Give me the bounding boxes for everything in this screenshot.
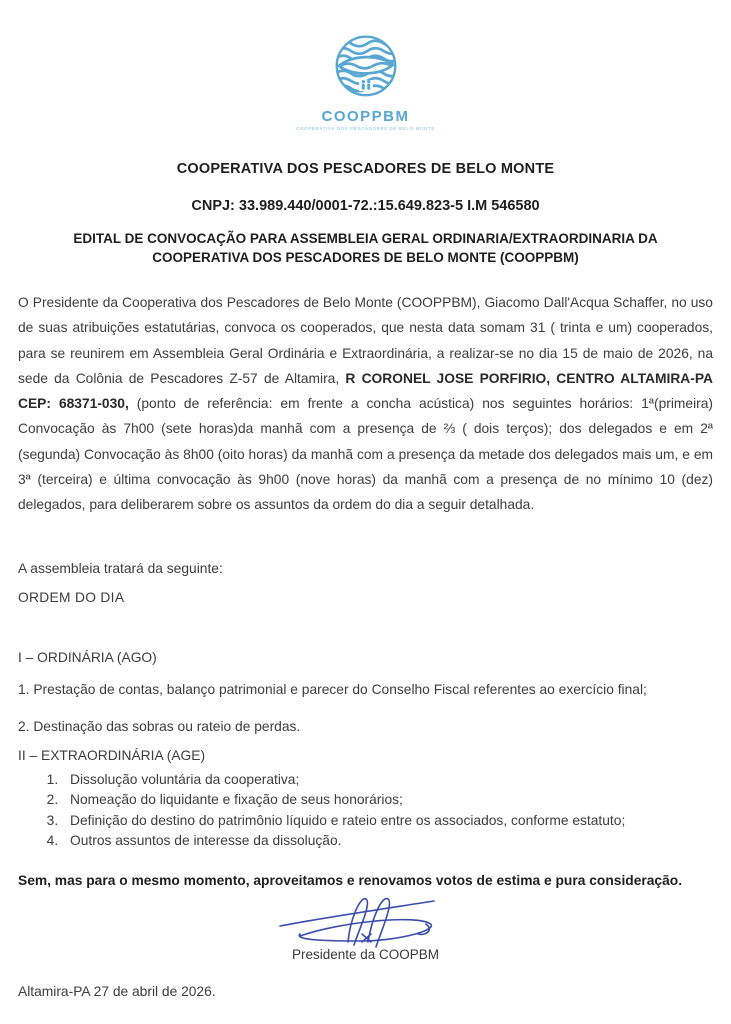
agenda-title: ORDEM DO DIA (18, 589, 125, 605)
signature-role: Presidente da COOPBM (291, 946, 440, 962)
logo-block (0, 0, 731, 131)
closing-line: Sem, mas para o mesmo momento, aproveitamos e renovamos votos de estima e pura consideração. (18, 872, 683, 888)
meeting-address: R CORONEL JOSE PORFIRIO, CENTRO ALTAMIRA-PA CEP: 68371-030, (18, 370, 713, 412)
age-item-3: 3. Definição do destino do patrimônio líquido e rateio entre os associados, conforme estatuto; (62, 811, 713, 832)
convocation-text-after-address: (ponto de referência: em frente a concha acústica) nos seguintes horários: 1ª(primeira) Convocação às 7h00 (sete horas)da manhã com a presença de ⅔ ( dois terços); dos delegados e em 2ª (segunda) Convocação às 8h00 (oito horas) da manhã com a presença da metade dos delegados mais um, e em 3ª (terceira) e última convocação às 9h00 (nove horas) da manhã com a presença de no mínimo 10 (dez) delegados, para deliberarem sobre os assuntos da ordem do dia a seguir detalhada. (18, 396, 713, 513)
section-ago-title: I – ORDINÁRIA (AGO) (18, 649, 157, 665)
org-name-title: COOPERATIVA DOS PESCADORES DE BELO MONTE (176, 161, 555, 177)
convocation-text-before-address: O Presidente da Cooperativa dos Pescadores de Belo Monte (COOPPBM), Giacomo Dall'Acqua Schaffer, no uso de suas atribuições estatutárias, convoca os cooperados, que nesta data somam 31 ( trinta e um) cooperados, para se reunirem em Assembleia Geral Ordinária e Extraordinária, a realizar-se no dia 15 de maio de 2026, na sede da Colônia de Pescadores Z-57 de Altamira, (18, 295, 713, 386)
logo-acronym: COOPPBM (321, 108, 410, 125)
age-items-list (18, 770, 713, 852)
place-date-line: Altamira-PA 27 de abril de 2026. (18, 983, 216, 999)
age-item-4: 4. Outros assuntos de interesse da dissolução. (62, 831, 713, 852)
logo-tagline: COOPERATIVA DOS PESCADORES DE BELO MONTE (296, 126, 435, 131)
agenda-lead: A assembleia tratará da seguinte: (18, 560, 223, 576)
convocation-paragraph (18, 290, 713, 518)
document-body (0, 290, 731, 999)
edital-title: EDITAL DE CONVOCAÇÃO PARA ASSEMBLEIA GERAL ORDINARIA/EXTRAORDINARIA DA COOPERATIVA DOS PESCADORES DE BELO MONTE (COOPPBM) (73, 231, 658, 265)
president-signature-icon (266, 890, 466, 952)
age-item-2: 2. Nomeação do liquidante e fixação de seus honorários; (62, 790, 713, 811)
signature-block (18, 890, 713, 962)
cooppbm-fish-waves-logo-icon (332, 34, 400, 102)
age-item-1: 1. Dissolução voluntária da cooperativa; (62, 770, 713, 791)
ago-item-2: 2. Destinação das sobras ou rateio de perdas. (18, 718, 301, 734)
ago-item-1: 1. Prestação de contas, balanço patrimonial e parecer do Conselho Fiscal referentes ao exercício final; (18, 681, 647, 697)
section-age-title: II – EXTRAORDINÁRIA (AGE) (18, 747, 206, 763)
registration-line: CNPJ: 33.989.440/0001-72.:15.649.823-5 I.M 546580 (191, 198, 540, 214)
